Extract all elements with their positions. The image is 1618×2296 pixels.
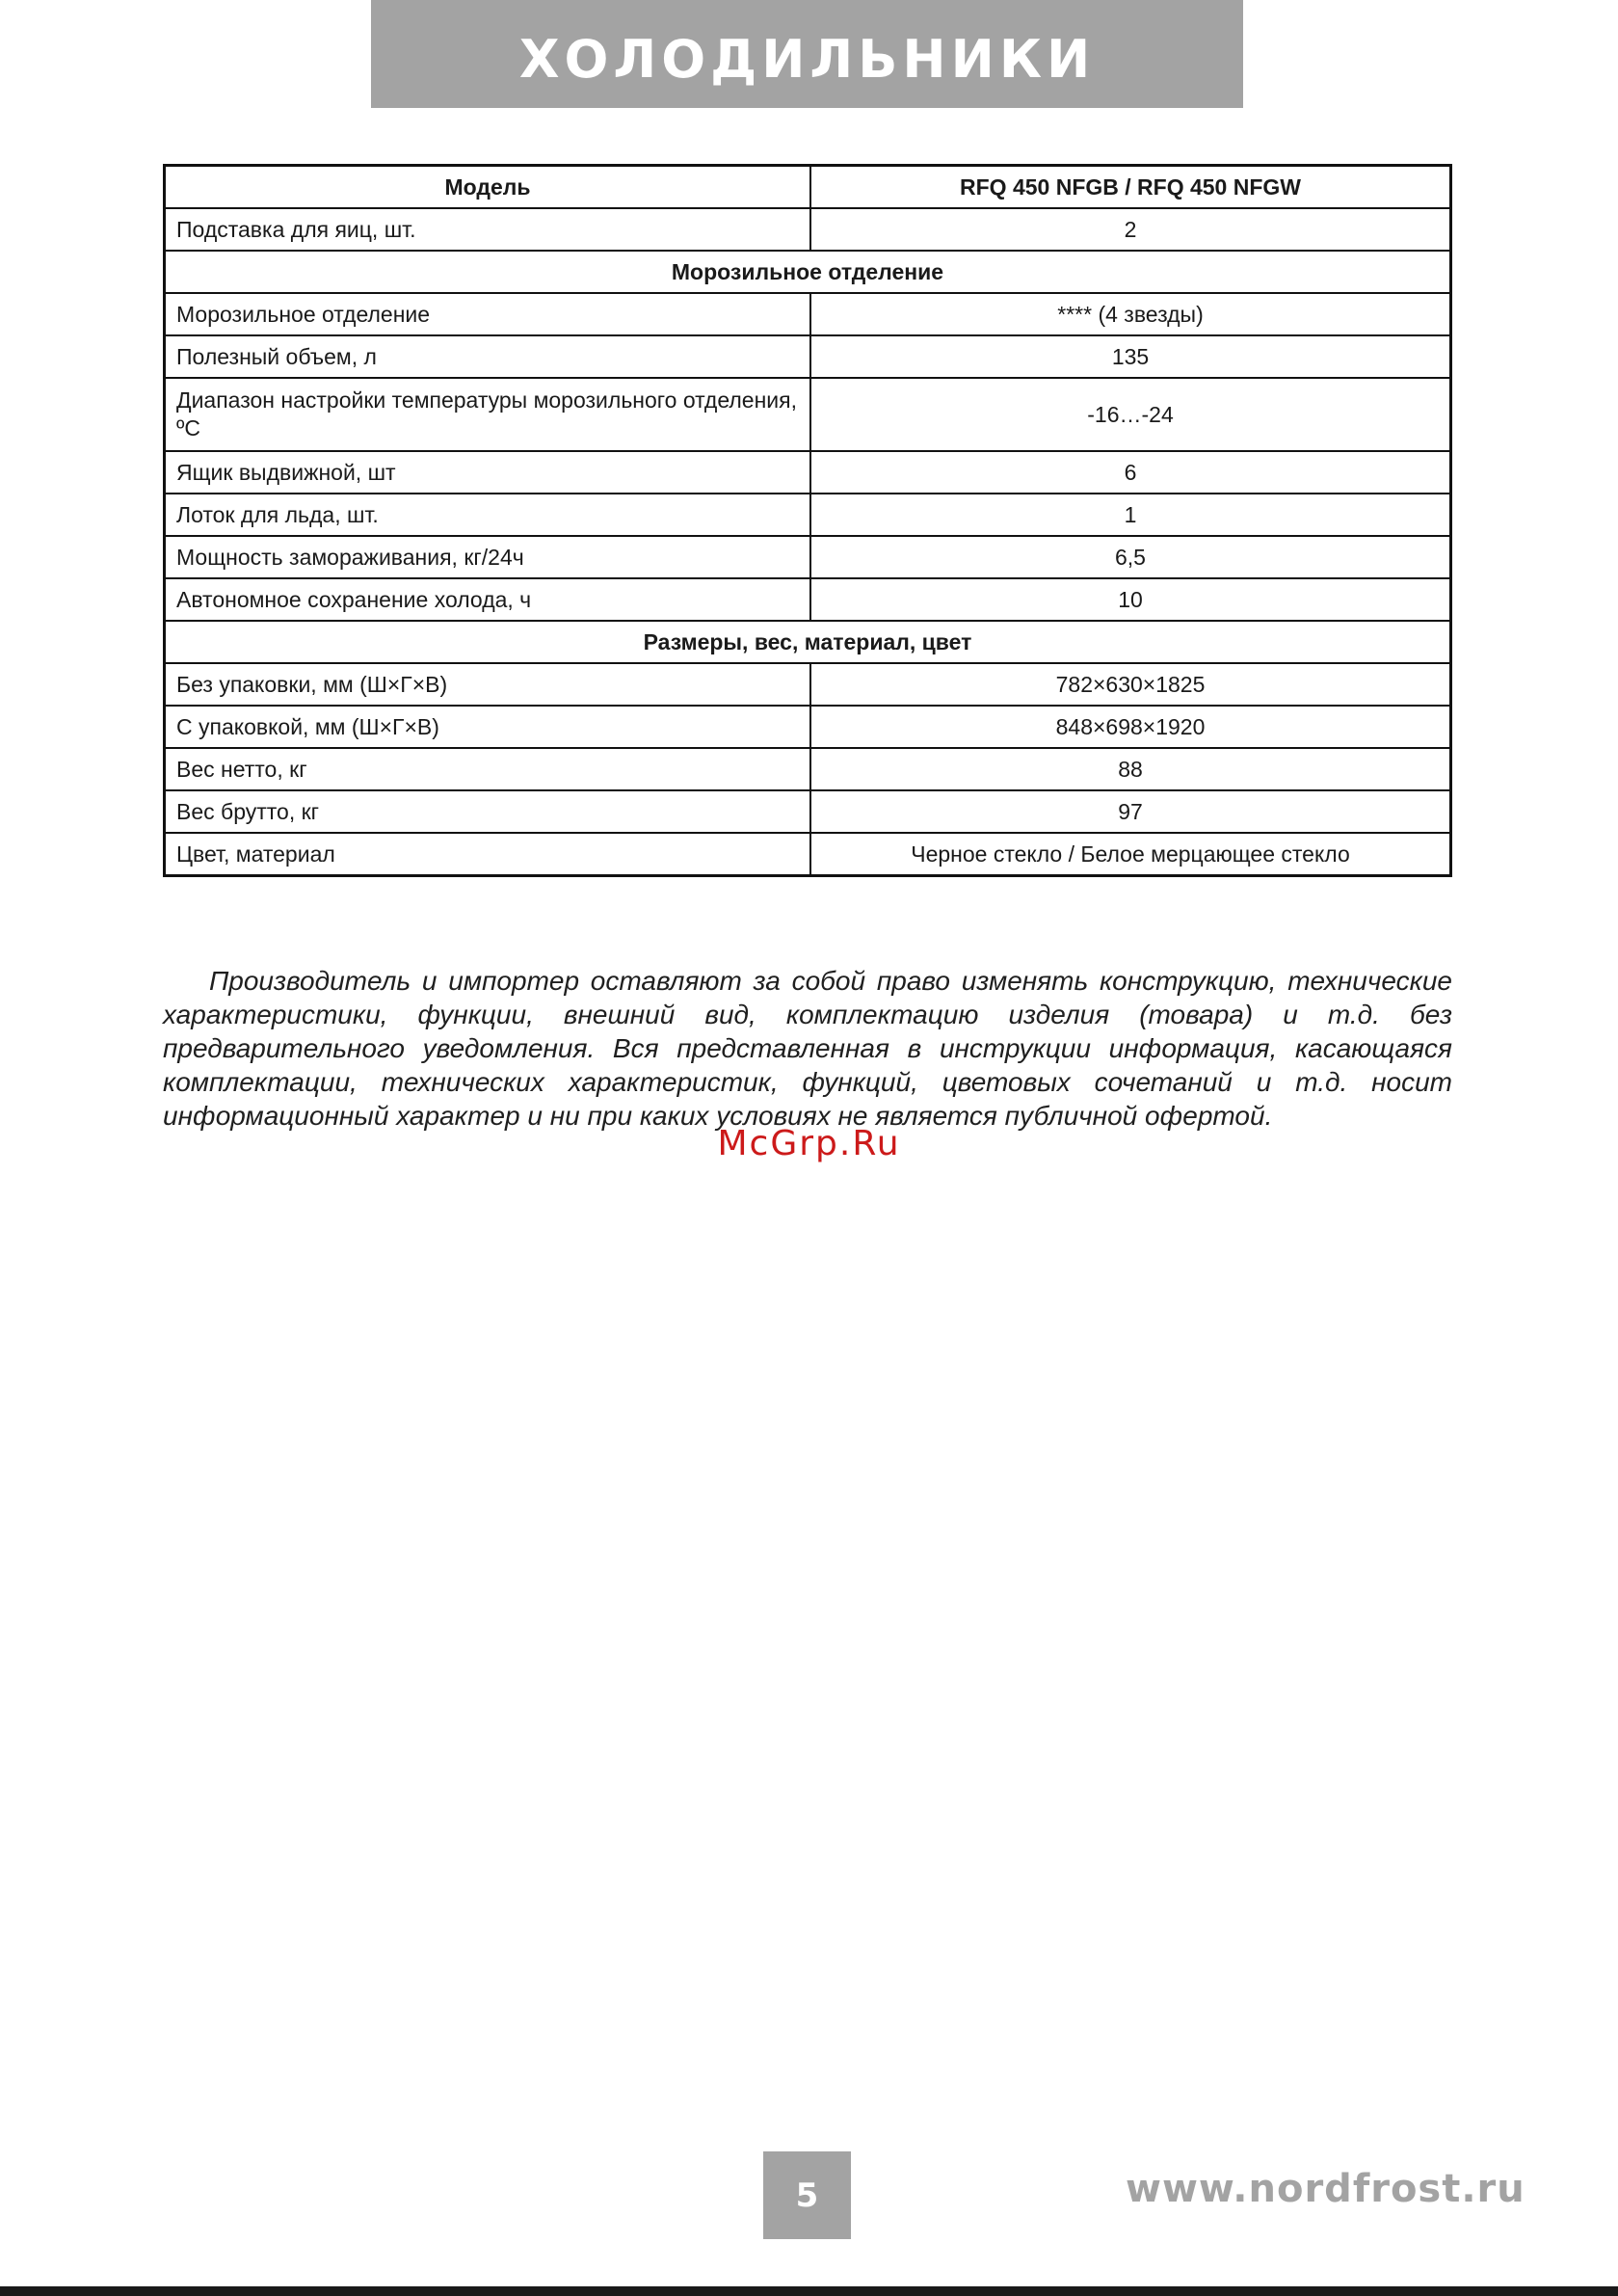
table-row xyxy=(165,578,1451,621)
row-label: Мощность замораживания, кг/24ч xyxy=(165,536,811,578)
table-header-value: RFQ 450 NFGB / RFQ 450 NFGW xyxy=(810,166,1451,209)
row-label: Ящик выдвижной, шт xyxy=(165,451,811,494)
row-label: Вес брутто, кг xyxy=(165,790,811,833)
page-title: ХОЛОДИЛЬНИКИ xyxy=(518,28,1096,90)
section-heading: Морозильное отделение xyxy=(165,251,1451,293)
row-label: С упаковкой, мм (Ш×Г×В) xyxy=(165,706,811,748)
row-value: -16…-24 xyxy=(810,378,1451,451)
table-row xyxy=(165,293,1451,335)
row-label: Цвет, материал xyxy=(165,833,811,876)
table-row xyxy=(165,451,1451,494)
header-banner xyxy=(371,0,1243,108)
row-label: Вес нетто, кг xyxy=(165,748,811,790)
table-row xyxy=(165,790,1451,833)
table-row xyxy=(165,536,1451,578)
table-row xyxy=(165,663,1451,706)
table-row xyxy=(165,378,1451,451)
row-label: Полезный объем, л xyxy=(165,335,811,378)
row-value: **** (4 звезды) xyxy=(810,293,1451,335)
table-header-label: Модель xyxy=(165,166,811,209)
row-label: Подставка для яиц, шт. xyxy=(165,208,811,251)
site-url: www.nordfrost.ru xyxy=(1126,2167,1525,2211)
table-row xyxy=(165,335,1451,378)
page-number-box xyxy=(763,2151,851,2239)
row-value: 848×698×1920 xyxy=(810,706,1451,748)
bottom-divider xyxy=(0,2286,1618,2296)
row-value: 6 xyxy=(810,451,1451,494)
spec-table xyxy=(163,164,1452,877)
row-value: Черное стекло / Белое мерцающее стекло xyxy=(810,833,1451,876)
row-value: 10 xyxy=(810,578,1451,621)
row-label: Лоток для льда, шт. xyxy=(165,494,811,536)
table-section-row xyxy=(165,251,1451,293)
row-label: Автономное сохранение холода, ч xyxy=(165,578,811,621)
row-value: 782×630×1825 xyxy=(810,663,1451,706)
table-header-row xyxy=(165,166,1451,209)
section-heading: Размеры, вес, материал, цвет xyxy=(165,621,1451,663)
disclaimer-paragraph: Производитель и импортер оставляют за собой право изменять конструкцию, технические характеристики, функции, внешний вид, комплектацию изделия (товара) и т.д. без предварительного уведомления. Вся представленная в инструкции информация, касающаяся комплектации, технических характеристик, функций, цветовых сочетаний и т.д. носит информационный характер и ни при каких условиях не является публичной офертой. xyxy=(163,966,1452,1131)
table-section-row xyxy=(165,621,1451,663)
row-value: 1 xyxy=(810,494,1451,536)
table-row xyxy=(165,706,1451,748)
table-row xyxy=(165,208,1451,251)
watermark: McGrp.Ru xyxy=(717,1124,901,1163)
row-value: 6,5 xyxy=(810,536,1451,578)
table-row xyxy=(165,494,1451,536)
row-value: 2 xyxy=(810,208,1451,251)
row-value: 97 xyxy=(810,790,1451,833)
page-number: 5 xyxy=(795,2176,819,2215)
row-label: Морозильное отделение xyxy=(165,293,811,335)
row-label: Без упаковки, мм (Ш×Г×В) xyxy=(165,663,811,706)
table-row xyxy=(165,748,1451,790)
row-label: Диапазон настройки температуры морозильного отделения, ºС xyxy=(165,378,811,451)
row-value: 135 xyxy=(810,335,1451,378)
table-row xyxy=(165,833,1451,876)
row-value: 88 xyxy=(810,748,1451,790)
